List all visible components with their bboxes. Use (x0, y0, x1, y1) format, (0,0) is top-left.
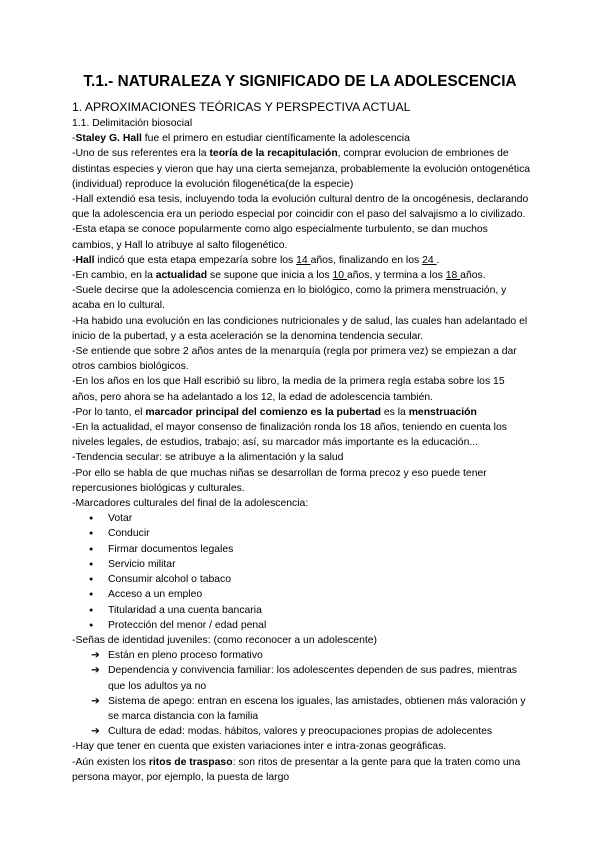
identity-signs-list (72, 648, 532, 739)
list-item: ● Votar (72, 511, 532, 526)
paragraph-oncogenesis: -Hall extendió esa tesis, incluyendo toda la evolución cultural dentro de la oncogénesis, declarando que la adolescencia era un periodo especial por coincidir con el paso del salvajismo a lo civilizado. (72, 194, 529, 221)
paragraph-biological-start: -Suele decirse que la adolescencia comienza en lo biológico, como la primera menstruación, y acaba en lo cultural. (72, 285, 507, 312)
page-title: T.1.- NATURALEZA Y SIGNIFICADO DE LA ADOLESCENCIA (83, 73, 517, 90)
list-item: ● Conducir (72, 526, 532, 541)
paragraph-geographic-variation: -Hay que tener en cuenta que existen variaciones inter e intra-zonas geográficas. (72, 741, 447, 753)
paragraph-current-ages: -En cambio, en la actualidad se supone que inicia a los 10 años, y termina a los 18 años. (72, 270, 486, 282)
subsection-heading: 1.1. Delimitación biosocial (72, 118, 193, 129)
paragraph-cultural-markers: -Marcadores culturales del final de la adolescencia: (72, 498, 309, 510)
arrow-icon: ➔ (91, 695, 100, 707)
document-body (72, 99, 532, 785)
paragraph-hall-intro: -Staley G. Hall fue el primero en estudiar científicamente la adolescencia (72, 133, 410, 145)
list-item: ● Servicio militar (72, 557, 532, 572)
paragraph-rites: -Aún existen los ritos de traspaso: son ritos de presentar a la gente para que la traten como una persona mayor, por ejemplo, la puesta de largo (72, 756, 521, 783)
paragraph-identity-signs: -Señas de identidad juveniles: (como reconocer a un adolescente) (72, 634, 377, 646)
paragraph-secular-trend: -Ha habido una evolución en las condiciones nutricionales y de salud, las cuales han adelantado el inicio de la pubertad, y a esta aceleración se la denomina tendencia secular. (72, 315, 528, 342)
arrow-icon: ➔ (91, 650, 100, 662)
list-item: ➔ Están en pleno proceso formativo (72, 648, 532, 663)
list-item: ➔ Sistema de apego: entran en escena los iguales, las amistades, obtienen más valoración y se marca distancia con la familia (91, 695, 526, 722)
paragraph-end-consensus: -En la actualidad, el mayor consenso de finalización ronda los 18 años, teniendo en cuenta los niveles legales, de estudios, trabajo; así, su marcador más importante es la educación... (72, 422, 507, 449)
cultural-markers-list (72, 511, 532, 633)
paragraph-precocious: -Por ello se habla de que muchas niñas se desarrollan de forma precoz y eso puede tener repercusiones biológicas y culturales. (72, 467, 487, 494)
arrow-icon: ➔ (91, 726, 100, 738)
list-item: ● Protección del menor / edad penal (72, 618, 532, 633)
section-heading: 1. APROXIMACIONES TEÓRICAS Y PERSPECTIVA ACTUAL (72, 100, 411, 114)
list-item: ● Consumir alcohol o tabaco (72, 572, 532, 587)
arrow-icon: ➔ (91, 665, 100, 677)
list-item: ● Firmar documentos legales (72, 542, 532, 557)
list-item: ➔ Dependencia y convivencia familiar: los adolescentes dependen de sus padres, mientras que los adultos ya no (91, 665, 517, 692)
paragraph-recapitulation: -Uno de sus referentes era la teoría de la recapitulación, comprar evolucion de embriones de distintas especies y vieron que hay una cierta semejanza, probablemente la evolución ontogenética (individual) reproduce la evolución filogenética(de la especie) (72, 148, 531, 190)
paragraph-turbulent: -Esta etapa se conoce popularmente como algo especialmente turbulento, se dan muchos cambios, y Hall lo atribuye al salto filogenético. (72, 224, 488, 251)
list-item: ● Acceso a un empleo (72, 587, 532, 602)
paragraph-main-marker: -Por lo tanto, el marcador principal del comienzo es la pubertad es la menstruación (72, 406, 477, 418)
paragraph-menarche: -Se entiende que sobre 2 años antes de la menarquía (regla por primera vez) se empiezan a dar otros cambios biológicos. (72, 346, 517, 373)
paragraph-secular-cause: -Tendencia secular: se atribuye a la alimentación y la salud (72, 452, 344, 464)
paragraph-hall-ages: -Hall indicó que esta etapa empezaría sobre los 14 años, finalizando en los 24 . (72, 254, 440, 266)
list-item: ➔ Cultura de edad: modas. hábitos, valores y preocupaciones propias de adolecentes (72, 724, 532, 739)
list-item: ● Titularidad a una cuenta bancaria (72, 603, 532, 618)
paragraph-first-period: -En los años en los que Hall escribió su libro, la media de la primera regla estaba sobre los 15 años, pero ahora se ha adelantado a los 12, la edad de adolescencia también. (72, 376, 505, 403)
